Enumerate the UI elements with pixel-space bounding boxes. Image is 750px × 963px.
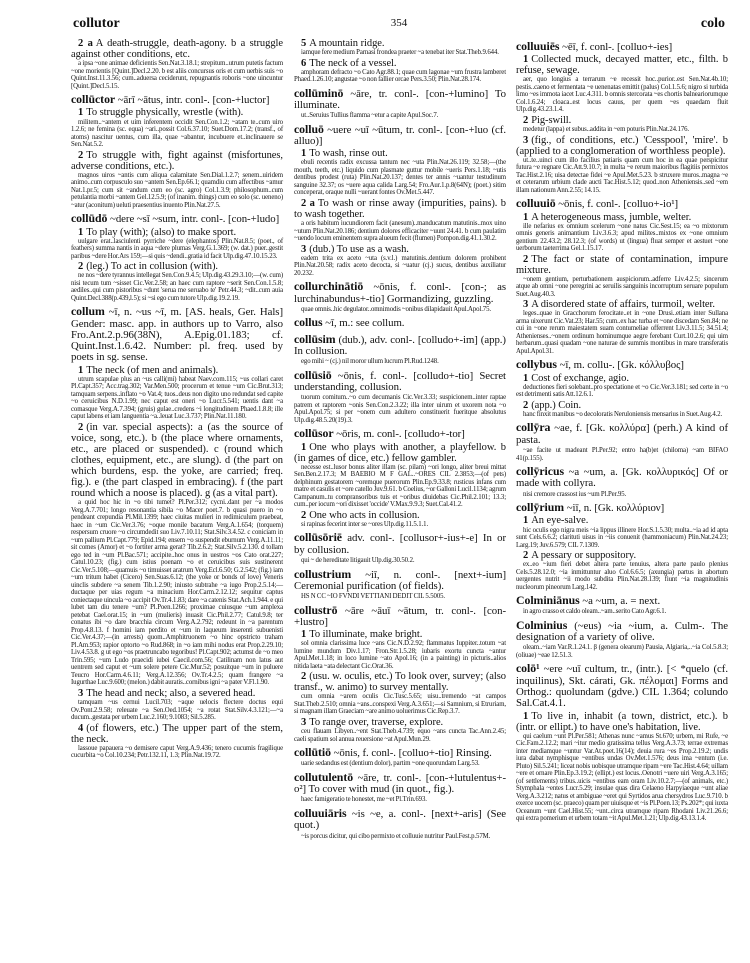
citations: a ipsa ~one animae deficientis Sen.Nat.3.18.1; strepitum..utrum putetis factum ~one morientis [Quint.]Decl.2.20. b est aliis concursus oris et cum uerbis suis ~o Quint.Inst.11.3.56; cum..aduersa ceciderunt, repugnantis roboris ~one uincuntur [Quint.]Decl.5.15.	[71, 60, 283, 90]
definition-text: To struggle physically, wrestle (with).	[86, 107, 244, 119]
headword: Colminiānus	[516, 593, 580, 608]
entry-grammar-etymology: ~ī, m.: see collum.	[325, 317, 405, 330]
headword: collūsiō	[294, 367, 332, 382]
headword: collustrō	[294, 602, 338, 617]
running-header	[73, 16, 725, 34]
sense-definition	[516, 212, 728, 223]
headword: collustrium	[294, 566, 352, 581]
sense-number: 2	[523, 550, 529, 561]
dictionary-entry-head	[294, 769, 506, 796]
dictionary-entry-head	[516, 663, 728, 709]
sense-number: 4	[78, 722, 84, 734]
entry-grammar-etymology: (~eus) ~ia ~ium, a. Culm-. The designation of a variety of olive.	[516, 619, 728, 644]
headword: collūtiō	[294, 745, 331, 760]
citations: ebuli recentis radix excussa tantum nec ~uta Plin.Nat.26.119; 32.58;—(the mouth, teeth, etc.) liquido cum plasmate guttur mobile ~ueris Pers.1.18; ~utis dentibus prodest (ruta) Plin.Nat.20.137; dentes ter annis ~uantur testudinum sanguine 32.37; os ~uere aqua calida Larg.54; Fro.Aur.1.p.8(64N); (poet.) sitim conceperat, oraque nulli ~uerant fontes Ov.Met.5.447.	[294, 159, 506, 197]
sense-definition	[516, 711, 728, 733]
citations: aer, quo longius a terrarum ~e recessit hoc..purior..est Sen.Nat.4b.10; pestis..caeno et fermentata ~e uenenatas emittit (palus) Col.1.5.6; nigro si turbida limo ~es immota iacet Luc.4.311. b omnis stercorata ~es chortis balneariorumque Col.1.6.24; cloaca..est locus cauus, per quem ~es quaedam fluit Ulp.dig.43.23.1.4.	[516, 76, 728, 114]
definition-text: To wash, rinse out.	[309, 148, 388, 160]
sense-number: 2 a	[78, 38, 93, 49]
entry-grammar-etymology: ~ēī, f. conl-. [colluo+-ies]	[562, 41, 673, 53]
citations: ~is porcus dicitur, qui cibo permixto et colluuie nutritur Paul.Fest.p.57M.	[301, 832, 491, 840]
citations: hanc finxit manibus ~o decoloratis Neruloniensis mensarius in Suet.Aug.4.2.	[523, 410, 723, 418]
headword: collum	[71, 304, 105, 319]
definition-text: To range over, traverse, explore.	[309, 716, 444, 728]
citations: in agro crasso et caldo oleam..~am..serito Cato Agr.6.1.	[523, 608, 667, 616]
citations: qui caelum ~unt Pl.Per.581; Athenas nunc ~amus St.670; urbem, mi Rufe, ~e Cic.Fam.2.12.2; mari ~itur medio gratissima tellus Verg.A.3.73; terrae extremas inter mediamque ~untur Var.At.poet.16(14); deuia rura ~es Prop.2.19.2; undis iura dabat nymphisque ~entibus undas Ov.Met.1.576; deus ima ~entum (i.e. Pluto) Sil.5.241; liceat nobis uobisque utramque ripam ~ere Tac.Hist.4.64; uillam ~ere et ornare Plin.Ep.3.19.2; (ellipt.) est locus..Oenotri ~uere uiri Verg.A.3.165; (of settlements) tribus..uicis ~entibus eam oram Liv.10.2.7;—(of animals, etc.) Stymphala ~entes Lucr.5.29; insulae quas dira Celaeno Harpyiaeque ~unt aliae Verg.A.3.212; natus et ambiguae ~eret qui Syrtidos arua chersydros Luc.9.710. b exerce uocem (sc. praeco) quam per uiuisque et ~is Pl.Poen.13; Ps.202*; qui iuxta Oceanum ~unt Cael.Hist.55; ~unt..circa utramque ripam Rhodani Liv.21.26.6; qui extra pomerium et urbem totam ~it Apul.Met.1.21; Ulp.dig.43.13.1.4.	[516, 732, 728, 823]
sense-number: 3	[523, 134, 529, 146]
sense-number: 1	[301, 441, 307, 453]
citations: oleam..~iam Var.R.1.24.1. β (genera olearum) Pausia, Algiaria,..~ia Col.5.8.3; (oliuae) ~eae 12.51.3.	[516, 644, 728, 659]
definition-text: Collected muck, decayed matter, etc., filth. b refuse, sewage.	[516, 54, 728, 77]
citations: a quid hoc hic in ~o tibi tumet? Pl.Per.312; cycni..dant per ~a modos Verg.A.7.701; longo resonantia sibila ~o Macer poet.7. b quasi puero in ~o pendeant crepundia Pl.Mil.1399; haec ciuitas mulieri in redimiculum praebeat, haec in ~um Cic.Ver.3.76; ~oque monile bacatum Verg.A.1.654; (torquem) respersum cruore ~o circumdedit suo Liv.7.10.11; Stat.Silv.3.4.52. c coniciam in ~um pallium Pl.Capt.779; Epid.194; ensem ~o suspendit eburnum Verg.A.11.11; sit comes (Amor) et ~o fortiter arma gerat? Tib.2.6.2; Stat.Silv.5.2.130. d tollam ego ted in ~um Pl.Bac.571; accipite..hoc onus in uestros ~os Cato orat.227; Catul.10.23; (fig.) cum istius poenam ~o et ceruicibus suis sustinerent Cic.Ver.5.108;—quamuis ~o timuisset aratrum Verg.Ecl.6.50; G.2.542; (fig.) iam ~um tritum habet (Cicero) Sen.Suas.6.12; (the yoke or bonds of love) Veneris uinclis subdere ~a senem Tib.1.2.90; iniusto subtrahe ~a iugo Prop.2.5.14;—ductaque per uias regum ~a minacium Hor.Carm.2.12.12; sequitur captus coniectaque uincula ~o accipit Ov.Tr.4.1.83; dare ~a catenis Stat.Ach.1.944. e qui lubet tam diu tenere ~um? Pl.Poen.1266; proximae cuiusque ~um amplexa petebat Cael.orat.15; in ~um (mulieris) inuasit Cic.Phil.2.77; Catul.9.8; ter conatus ibi ~o dare bracchia circum Verg.A.2.792; redeunt in ~a parentum Prop.4.8.13. f homini iam perdito et ~um in laqueum inserenti subuenisti Cic.Ver.4.37;—(in arrests) quom..Amphitruonem ~o hinc opstricto traham Pl.Am.953; rapior optorto ~o Rud.868; in ~o iam mihi nodus erat Prop.2.29.10; Liv.4.53.8. g ut ego ~os praetruncabo tegoribus! Pl.Capt.902; actumst de ~o meo Trin.595; ~um Ludo praecidi iubei Caecil.com.56; Catilinam non latus aut uentrem sed caput et ~um solere petere Cic.Mur.52; posuitque ~um in puluere Teucro Hor.Carm.4.6.11; Verg.A.12.356; Ov.Tr.4.2.5; quam frangere ~a Iugurthae Luc.9.600; (melon.) dabit auratis..cornibus igni ~a pater V.Fl.1.90.	[71, 499, 283, 687]
citations: tamquam ~us cernui Lucil.703; ~aque uelocis flectere doctus equi Ov.Pont.2.9.58; releuate ~a Sen.Oed.1054; ~a rotat Stat.Silv.4.3.121;—~a ducum..gestata per urbem Luc.2.160; 9.1083; Sil.5.285.	[71, 699, 283, 722]
definition-text: A pessary or suppository.	[531, 550, 637, 561]
citations: deductiones fieri solebant..pro spectatione et ~o Cic.Ver.3.181; sed certe in ~o est detrimenti satis Att.12.6.1.	[516, 383, 728, 399]
entry-grammar-etymology: ~dere ~sī ~sum, intr. conl-. [con-+ludo]	[110, 213, 280, 226]
entry-grammar-etymology: ~ōnis, f. conl-. [colluo+-tio] Rinsing.	[333, 747, 492, 760]
headword: collȳrium	[516, 500, 565, 515]
citations: ceu flauam Libyen..~ent Stat.Theb.4.739; equo ~ans cuncta Tac.Ann.2.45; caeli spatium sol annua reuersione ~at Apul.Mun.29.	[294, 728, 506, 743]
dictionary-entry-head	[294, 331, 506, 358]
citations: magnos uiros ~antis cum aliqua calamitate Sen.Dial.1.2.7; senem..uiridem animo..cum corpusculo suo ~antem Sen.Ep.66.1; quamdiu cum affectibus ~amur Nat.1.pr.5; cum sit ~andum cum eo (sc. agro) Col.1.3.9; philosophum..cum petulantia morbi ~antem Gel.12.5.9; (of inanim. things) cum eo solo (sc. ueneno) ~atur (aconitum) ueluti praesentius inuento Plin.Nat.27.5.	[71, 171, 283, 209]
citations: militem..~antem et uim inferentem occidit Sen.Con.1.2; ~atam te..cum uiro 1.2.6; ne femina (sc. equa) ~ari..possit Col.6.37.10; Suet.Dom.17.2; (transf., of atoms) nascitur uentus, cum illa, quae ~abantur, incubuere et..inclinauere se Sen.Nat.5.2.	[71, 118, 283, 149]
sense-definition	[516, 400, 728, 411]
dictionary-entry-head	[516, 41, 728, 53]
sense-definition	[294, 671, 506, 693]
entry-grammar-etymology: ~ōnis, f. conl-. [con-; as lurchinabundus+-tio] Gormandizing, guzzling.	[294, 281, 506, 305]
headword: collurchinātiō	[294, 279, 364, 294]
definition-text: One who acts in collusion.	[309, 509, 420, 521]
definition-text: The neck (of men and animals).	[86, 364, 219, 376]
dictionary-entry-head	[294, 428, 506, 440]
headword: collūdō	[71, 211, 108, 226]
sense-definition	[294, 244, 506, 255]
headword: collūminō	[294, 85, 344, 100]
sense-definition	[294, 38, 506, 49]
dictionary-entry-head	[71, 306, 283, 363]
sense-definition	[294, 510, 506, 521]
dictionary-entry-head	[294, 805, 506, 832]
citations: uulgare erat..lasciulenti pyrriche ~dere (elephantos) Plin.Nat.8.5; (poet., of feathers) summa nantis in aqua ~dere plumas Verg.G.1.369; (w. dat.) puer..gestit paribus ~dere Hor.Ars 159;—si quis ~dendi..gratia id facit Ulp.dig.47.10.15.23.	[71, 237, 283, 260]
headword: colluō	[294, 121, 324, 136]
definition-text: (app.) Coin.	[531, 399, 582, 411]
entry-grammar-etymology: ~āre, tr. conl-. [con-+lumino] To illuminate.	[294, 87, 506, 111]
definition-text: (dub.) To use as a wash.	[309, 243, 409, 255]
definition-text: (in var. special aspects): a (as the source of voice, song, etc.). b (the place where ornaments, etc., are placed or suspended). c (round which clothes, equipment, etc., are slung). d (the part on which burdens, esp. the yoke, are carried; freq. fig.). e (the part clasped in embracing). f (the part round which a noose is placed). g (as a vital part).	[71, 421, 283, 500]
sense-definition	[71, 723, 283, 745]
headword: collūctor	[71, 92, 116, 107]
dictionary-entry-head	[71, 213, 283, 225]
sense-definition	[71, 261, 283, 272]
definition-text: To wash or rinse away (impurities, pains). b to wash together.	[294, 197, 506, 221]
definition-text: A mountain ridge.	[309, 38, 385, 49]
entry-grammar-etymology: ~āre ~āuī ~ātum, tr. conl-. [con-+lustro]	[294, 604, 507, 628]
definition-text: A death-struggle, death-agony. b a struggle against other conditions, etc.	[71, 38, 283, 61]
entry-grammar-etymology: ~ōris, m. conl-. [colludo+-tor]	[336, 428, 465, 441]
definition-text: (leg.) To act in collusion (with).	[86, 261, 219, 273]
entry-grammar-etymology: ~iī, n. conl-. [next+-ium] Ceremonial purification (of fields).	[294, 568, 506, 592]
citations: uarie sedandus est (dentium dolor), partim ~one quorundam Larg.53.	[301, 760, 480, 768]
sense-definition	[71, 38, 283, 60]
dictionary-entry-head	[516, 617, 728, 644]
sense-definition	[294, 198, 506, 220]
entry-grammar-etymology: ~ārī ~ātus, intr. conl-. [con-+luctor]	[117, 94, 270, 107]
definition-text: The head and neck; also, a severed head.	[86, 687, 256, 699]
sense-number: 1	[301, 629, 307, 641]
header-first-word: collutor	[73, 16, 120, 31]
definition-text: One who plays with another, a playfellow. b (in games of dice, etc.) fellow gambler.	[294, 441, 506, 464]
sense-definition	[516, 254, 728, 276]
entry-grammar-etymology: ~ōnis, f. conl-. [colluo+-io¹]	[558, 198, 679, 211]
dictionary-entry-head	[516, 198, 728, 210]
headword: Colminius	[516, 617, 568, 632]
dictionary-entry-head	[294, 747, 506, 759]
sense-definition	[71, 422, 283, 500]
definition-text: A disordered state of affairs, turmoil, welter.	[531, 299, 715, 311]
dictionary-entry-head	[516, 359, 728, 371]
definition-text: To struggle with, fight against (misfortunes, adverse conditions, etc.).	[71, 149, 283, 172]
sense-number: 2	[301, 671, 307, 683]
sense-number: 3	[301, 243, 307, 255]
citations: cum omnia ~arem oculis Cic.Tusc.5.65; uisu..tremendo ~at campos Stat.Theb.2.510; omnia ~ans..conspexi Verg.A.3.651;—si Samnium, si Etruriam, si magnam illam Graeciam ~are animo uoluerimus Cic.Rep.3.7.	[294, 693, 506, 716]
sense-number: 1	[523, 710, 529, 722]
definition-text: To play (with); (also) to make sport.	[86, 226, 237, 238]
headword: collūsor	[294, 426, 334, 441]
header-last-word: colo	[700, 16, 725, 31]
dictionary-entry-head	[516, 502, 728, 514]
headword: colluuiō	[516, 196, 556, 211]
citations: ut..Seruius Tullius flamma ~etur a capite Apul.Soc.7.	[301, 112, 439, 120]
headword: collūsōriē	[294, 530, 342, 545]
dictionary-entry-head	[294, 317, 506, 329]
sense-number: 1	[78, 107, 84, 119]
entry-grammar-etymology: ~ae, f. [Gk. κολλύρα] (perh.) A kind of pasta.	[516, 422, 728, 446]
citations: ille nefarius ex omnium scelerum ~one natus Cic.Sest.15; ea ~o mixtorum omnis generis animantium Liv.3.6.3; apud milites..mixtos ex ~one omnium gentium 22.43.2; 28.12.3; (of words) ut (lingua) fluat semper et aestuet ~one uerborum taeterrima Gel.1.15.17.	[516, 222, 728, 253]
sense-definition	[516, 135, 728, 157]
dictionary-entry-head	[516, 466, 728, 490]
sense-definition	[71, 688, 283, 699]
citations: HS N CC ~IO FVNDI VETTIANI DEDIT CIL 5.5005.	[301, 593, 446, 601]
sense-definition	[294, 58, 506, 69]
entry-grammar-etymology: ~a ~um, a. [Gk. κολλυρικός] Of or made with collyra.	[516, 466, 728, 490]
citations: nisi cremore crassost ius ~um Pl.Per.95.	[523, 490, 627, 498]
citations: qui ~ de hereditate litigauit Ulp.dig.30.50.2.	[301, 557, 415, 564]
sense-number: 2	[78, 149, 84, 161]
citations: necesse est..lusor bonus aliter illam (sc. pilam) ~ori longo, aliter breui mittat Sen.Ben.2.17.3; M BAEBIO M F GAL..~ORES CIL 2.3853;—(of pets) delphinum gestatorem ~oremque puerorum Plin.Ep.9.33.8; rusticus infans cum matre et casulis et ~ore catello Juv.9.61. b Coelius, ~or Galloni Lucil.1134; agrum Campanum..tu compransoribus tuis et ~oribus diuidebas Cic.Phil.2.101; 13.3; cum..per iocum ~ori dixisset 'occide' V.Max.9.9.3; Suet.Cal.41.2.	[294, 463, 506, 509]
headword: colluuiāris	[294, 805, 347, 820]
definition-text: To live in, inhabit (a town, district, etc.). b (intr. or ellipt.) to have one's habitation, live.	[516, 710, 728, 733]
column-left	[71, 37, 283, 761]
sense-definition	[516, 373, 728, 384]
definition-text: A heterogeneous mass, jumble, welter.	[531, 211, 692, 223]
citations: ~onem gentium, perturbationem auspiciorum..adferre Liv.4.2.5; sincerum atque ab omni ~one peregrini ac seruilis sanguinis incorruptum seruare populum Suet.Aug.40.3.	[516, 275, 728, 298]
sense-number: 3	[301, 716, 307, 728]
definition-text: (usu. w. oculis, etc.) To look over, survey; (also transf., w. animo) to survey mentally.	[294, 671, 506, 694]
entry-grammar-etymology: ~is ~e, a. conl-. [next+-aris] (See quot.)	[294, 807, 506, 832]
column-middle	[294, 37, 506, 841]
entry-grammar-etymology: ~ī, m. collu-. [Gk. κόλλυβος]	[559, 359, 684, 372]
entry-grammar-etymology: ~a ~um, a. = next.	[582, 595, 661, 608]
citations: tuorum comitum..~o cum decumanis Cic.Ver.3.33; suspicionem..inter raptae patrem et raptorem ~onis Sen.Con.2.3.22; illa inter uirum et uxorem nota ~o Apul.Apol.75; si per ~onem cum adultero constituerit fueritque absolutus Ulp.dig.48.5.20(19).3.	[294, 394, 506, 424]
definition-text: (of flowers, etc.) The upper part of the stem, the neck.	[71, 722, 283, 745]
sense-number: 2	[301, 509, 307, 521]
dictionary-entry-head	[71, 94, 283, 106]
dictionary-entry-head	[294, 121, 506, 148]
sense-number: 3	[523, 299, 529, 311]
citations: utrum scapulae plus an ~us calli(mi) habeat Naev.com.115; ~us collari caret Pl.Capt.357; Acc.trag.302; Var.Men.500; procerum et tenue ~um Cic.Brut.313; tamquam serpens..inflato ~o Vat.4; tuos..deus non digito uno redundat sed capite ~o ceruicibus N.D.1.99; nec caput est oneri ~o Lucr.5.541; uentis dant ~a comasque Verg.A.7.394; (gruis) gulae..credens ~i longitudinem Phaed.1.8.8; ille caput labens et iam languentia ~a..leuat Luc.3.737; Plin.Nat.11.180.	[71, 375, 283, 421]
column-right	[516, 37, 728, 824]
sense-definition	[71, 150, 283, 172]
citations: si rapinas fecerint inter se ~ores Ulp.dig.11.5.1.1.	[301, 520, 429, 528]
sense-definition	[294, 442, 506, 464]
entry-grammar-etymology: ~āre, tr. conl-. [con-+lutulentus+-o²] To cover with mud (in quot., fig.).	[294, 771, 506, 796]
sense-number: 1	[523, 54, 529, 66]
sense-number: 1	[523, 372, 529, 384]
headword: colluuiēs	[516, 39, 560, 53]
citations: ut..te..uinci cum illo facilius patiaris quam cum hoc in ea quae perspicitur futura ~e regnare Cic.Att.9.10.7; in multa ~e rerum maioribus flagitiis permixtos Tac.Hist.2.16; uisa detectae fidei ~e Apul.Met.5.23. b struxere muros..magna ~e et ceterarum urbium clade aucti Tac.Hist.5.12; quod..non Atheniensis..sed ~em illam nationum Ann.2.55; 14.15.	[516, 156, 728, 194]
sense-definition	[294, 148, 506, 159]
citations: ne nos ~dere tyrannus intellegat Sen.Con.9.4.5; Ulp.dig.43.29.3.10;—(w. cum) nisi tecum tum ~sisset Cic.Ver.2.58; an haec cum raptore ~serit Sen.Con.1.5.8; aediles..qui cum pistoribus ~dunt 'serua me seruabo te' Petr.44.3; ~dit..cum auia Quint.Decl.388(p.439,l.5); si ~si ego cum tutore Ulp.dig.19.2.19.	[71, 272, 283, 302]
headword: collūsim	[294, 331, 336, 346]
citations: leges..quae in Gracchorum ferocitate..et in ~one Drusi..etiam inter Sullana arma uixerunt Cic.Vat.23; Har.55; cum..ex hac turba et ~one discedam Sen.84; ne cui in ~one rerum maiestatem suam contumeliae offerrent Liv.3.11.5; 34.51.4; Athenienses..~onem ordinum hominumque aegre ferebant Curt.10.2.6; qui uim herbarum..quasi quadam ~one naturae de summis montibus in mare transferatis Apul.Apol.31.	[516, 310, 728, 355]
dictionary-entry-head	[294, 85, 506, 112]
sense-number: 2	[523, 114, 529, 126]
sense-definition	[516, 299, 728, 310]
citations: quae omnis..hic degulator..omnimodis ~onibus dilapidauit Apul.Apol.75.	[301, 305, 492, 313]
entry-grammar-etymology: adv. conl-. [collusor+-ius+-e] In or by collusion.	[294, 532, 506, 556]
citations: haec famigeratio te honestet, me ~et Pl.Trin.693.	[301, 796, 427, 804]
citations: a oris habitum iucundiorem facit (anesum)..manducatum matutinis..mox uino ~utum Plin.Nat.20.186; dentium dolores efficaciter ~uunt 24.41. b cum paulatim ~uendo locum eminentem supra alueum fecit (flumen) Pompon.dig.41.1.30.2.	[294, 220, 506, 243]
citations: amphoram defracto ~o Cato Agr.88.1; quae cum lagonae ~um frustra lamberet Phaed.1.26.10; angustae ~o non fallier orcae Pers.3.50; Plin.Nat.28.174.	[294, 68, 506, 84]
entry-grammar-etymology: ~iī, n. [Gk. κολλύριον]	[566, 502, 665, 515]
sense-number: 2	[523, 399, 529, 411]
sense-number: 5	[301, 38, 307, 49]
dictionary-entry-head	[294, 532, 506, 556]
citations: ego mihi ~ (cj.) nil moror ullum lucrum Pl.Rud.1248.	[301, 358, 439, 366]
dictionary-entry-head	[516, 422, 728, 446]
definition-text: The fact or state of contamination, impure mixture.	[516, 253, 728, 276]
sense-definition	[294, 717, 506, 728]
citations: ex..eo ~ium fieri debet altera parte tenuius, altera parte paulo plenius Cels.5.28.12.0; ~ia inmittuntur aluo Col.6.6.5; (axungia) partus in abortum uergentes nutrit ~ii modo subdita Plin.Nat.28.139; fiunt ~ia magnitudinis nucleorum pineorum Larg.142.	[516, 561, 728, 591]
dictionary-entry-head	[294, 602, 507, 629]
dictionary-entry-head	[516, 595, 728, 607]
citations: eadem trita ex aceto ~uta (s.v.l.) matutinis..dentium dolorem prohibent Plin.Nat.20.58; radix aceto decocta, si ~uatur (cj.) sucus, dentibus auxiliatur 20.232.	[294, 254, 506, 277]
definition-text: Pig-swill.	[531, 114, 572, 126]
definition-text: (fig., of conditions, etc.) 'Cesspool', 'mire'. b (applied to a conglomeration of worthless people).	[516, 134, 728, 157]
definition-text: To illuminate, make bright.	[309, 629, 423, 641]
sense-number: 2	[78, 261, 84, 273]
entry-grammar-etymology: ~uere ~uī ~ūtum, tr. conl-. [con-+luo (cf. alluo)]	[294, 123, 506, 148]
dictionary-entry-head	[294, 281, 506, 305]
sense-number: 2	[78, 421, 84, 433]
entry-grammar-etymology: ~ōnis, f. conl-. [colludo+-tio] Secret understanding, collusion.	[294, 369, 507, 394]
sense-number: 1	[78, 226, 84, 238]
citations: ~ae facite ut madeant Pl.Per.92; entro ha(b)et (chiloma) ~am BIFAO 41(p.155).	[516, 447, 728, 462]
sense-definition	[516, 550, 728, 561]
headword: collybus	[516, 357, 557, 372]
sense-number: 2 a	[301, 197, 315, 209]
entry-grammar-etymology: ~ere ~uī cultum, tr., (intr.). [< *quelo (cf. inquilinus), Skt. cárati, Gk. πέλομαι] Forms and Orthog.: quolundam (gdve.) CIL 1.364; colundo Sal.Cat.4.1.	[516, 663, 728, 710]
sense-number: 1	[523, 515, 529, 527]
sense-definition	[71, 365, 283, 376]
page-number: 354	[390, 17, 408, 29]
definition-text: An eye-salve.	[531, 515, 589, 527]
sense-number: 2	[523, 253, 529, 265]
headword: collutulentō	[294, 769, 354, 784]
citations: hic oculis ego nigra meis ~ia lippus illinere Hor.S.1.5.30; multa..~ia ad id apta sunt Cels.6.6.2; clarituti uisus in ~iis conuenit (hammoniacum) Plin.Nat.24.23; Larg.19; Juv.6.579; CIL 7.1309.	[516, 526, 728, 549]
headword: collȳricus	[516, 464, 564, 479]
dictionary-entry-head	[294, 367, 507, 394]
citations: sol omnia clarissima luce ~ans Cic.N.D.2.92; flammatus Iuppiter..totum ~at lumine mundum Div.1.17; Fron.Str.1.5.28; iubaris exortu cuncta ~antur Apul.Met.1.18; in loco lumine ~ato Apol.16; (in a painting) in picturis..alios nitida laeta ~ata delectant Cic.Orat.36.	[294, 640, 506, 670]
sense-definition	[71, 107, 283, 118]
headword: collus	[294, 315, 323, 330]
headword: colō¹	[516, 661, 540, 676]
sense-definition	[71, 227, 283, 238]
sense-definition	[516, 115, 728, 126]
citations: iamque fere medium Parnasi frondea praeter ~a tenebat iter Stat.Theb.9.644.	[301, 49, 499, 57]
definition-text: The neck of a vessel.	[309, 57, 397, 69]
citations: medetur (lappa) et subus..addita in ~em poturis Plin.Nat.24.176.	[523, 126, 690, 134]
citations: lassoue papauera ~o demisere caput Verg.A.9.436; tenero cucumis fragilique cucurbita ~o Col.10.234; Petr.132.11, 1.3; Plin.Nat.19.72.	[71, 744, 283, 760]
entry-grammar-etymology: (dub.), adv. conl-. [colludo+-im] (app.) In collusion.	[294, 333, 506, 357]
headword: collȳra	[516, 420, 551, 435]
sense-definition	[516, 515, 728, 526]
sense-number: 1	[301, 148, 307, 160]
dictionary-entry-head	[294, 566, 506, 593]
sense-definition	[294, 629, 506, 640]
definition-text: Cost of exchange, agio.	[531, 372, 629, 384]
entry-grammar-etymology: ~ī, n. ~us ~ī, m. [AS. heals, Ger. Hals] Gender: masc. app. in authors up to Varro, also Fro.Ant.2.p.96(38N), A.Epig.01.183; cf. Quint.Inst.1.6.42. Number: pl. freq. used by poets in sg. sense.	[71, 306, 283, 364]
sense-number: 1	[78, 364, 84, 376]
sense-number: 1	[523, 211, 529, 223]
sense-number: 3	[78, 687, 84, 699]
sense-definition	[516, 54, 728, 76]
sense-number: 6	[301, 57, 307, 69]
